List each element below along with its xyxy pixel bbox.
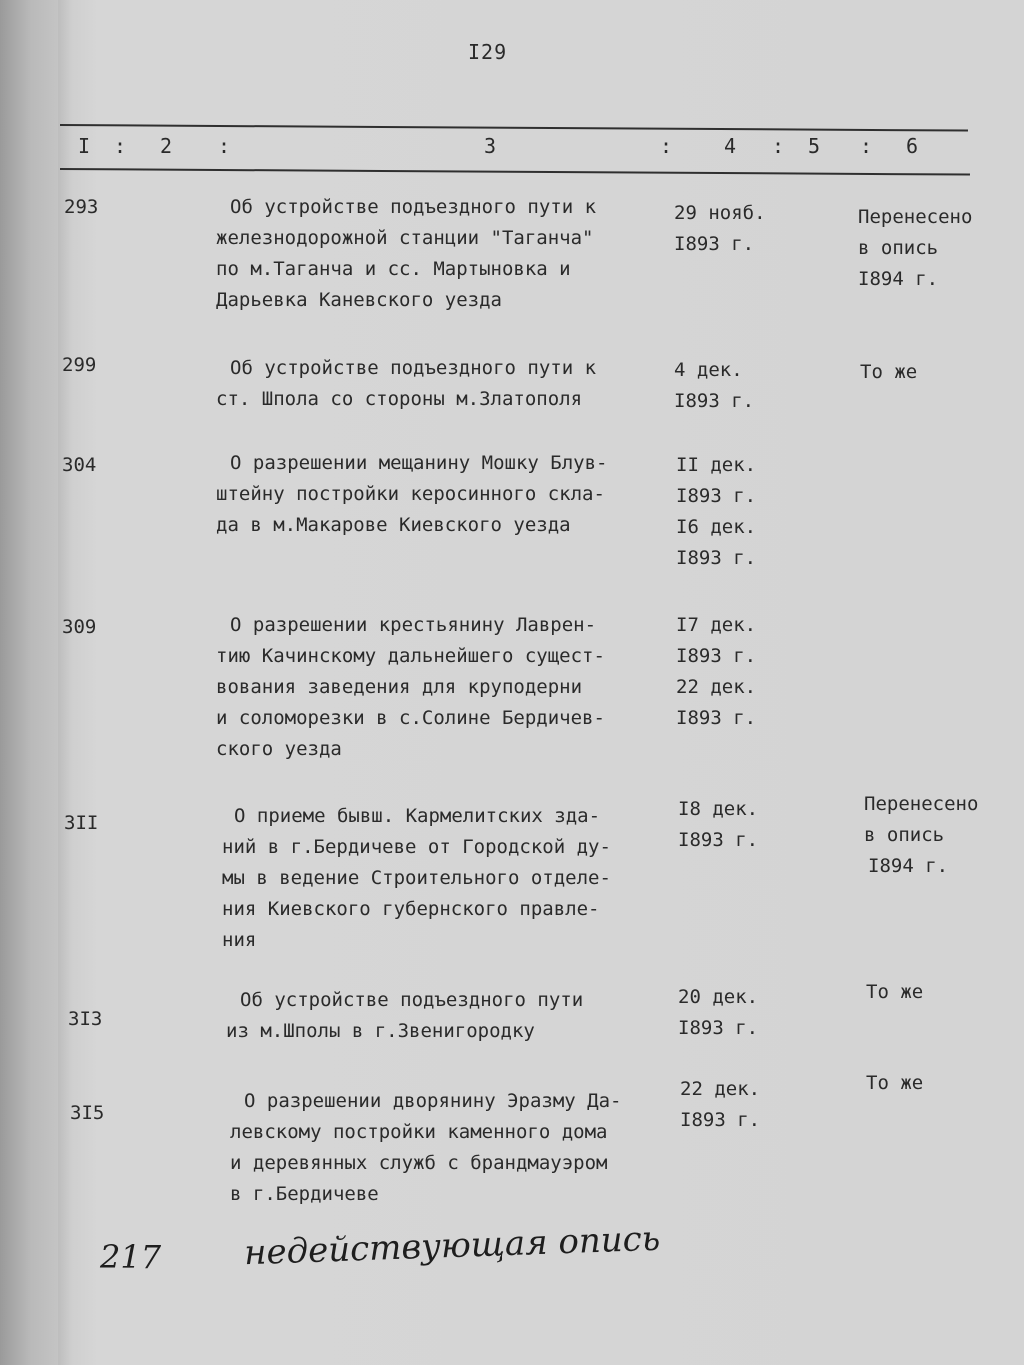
row-description-line: Об устройстве подъездного пути (240, 989, 584, 1011)
row-description-line: железнодорожной станции "Таганча" (216, 227, 594, 249)
row-description-line: да в м.Макарове Киевского уезда (216, 514, 571, 536)
header-separator: : (218, 134, 231, 158)
row-date-line: I893 г. (676, 485, 757, 507)
row-description-line: ского уезда (216, 738, 342, 760)
header-col-6: 6 (906, 134, 919, 158)
row-date-line: I893 г. (678, 1017, 759, 1039)
row-description-line: тию Качинскому дальнейшего сущест- (216, 645, 605, 667)
row-description-line: и деревянных служб с брандмауэром (230, 1152, 608, 1174)
row-number: 293 (64, 196, 99, 218)
handwritten-number: 217 (100, 1238, 162, 1276)
header-col-5: 5 (808, 134, 821, 158)
row-description-line: левскому постройки каменного дома (230, 1121, 608, 1143)
row-description-line: Об устройстве подъездного пути к (230, 357, 597, 379)
row-description-line: О разрешении крестьянину Лаврен- (230, 614, 597, 636)
row-note-line: в опись (858, 237, 939, 259)
row-number: 3II (64, 812, 99, 834)
handwritten-note: недействующая опись (243, 1218, 661, 1274)
row-note-line: I894 г. (868, 855, 949, 877)
row-date-line: I893 г. (676, 547, 757, 569)
row-note-line: Перенесено (858, 206, 973, 228)
row-note-line: То же (860, 361, 918, 383)
row-date-line: 22 дек. (680, 1078, 761, 1100)
row-date-line: II дек. (676, 454, 757, 476)
row-description-line: ст. Шпола со стороны м.Златополя (216, 388, 583, 410)
header-separator: : (660, 134, 673, 158)
row-date-line: I6 дек. (676, 516, 757, 538)
row-description-line: О разрешении мещанину Мошку Блув- (230, 452, 608, 474)
row-description-line: О разрешении дворянину Эразму Да- (244, 1090, 622, 1112)
row-number: 304 (62, 454, 97, 476)
row-date-line: I893 г. (676, 645, 757, 667)
row-date-line: 4 дек. (674, 359, 743, 381)
row-description-line: вования заведения для круподерни (216, 676, 583, 698)
row-date-line: I893 г. (678, 829, 759, 851)
row-date-line: I893 г. (674, 233, 755, 255)
row-date-line: I893 г. (674, 390, 755, 412)
row-description-line: Об устройстве подъездного пути к (230, 196, 597, 218)
row-number: 299 (62, 354, 97, 376)
row-note-line: Перенесено (864, 793, 979, 815)
row-number: 3I5 (70, 1102, 105, 1124)
header-col-2: 2 (160, 134, 173, 158)
row-description-line: ния (222, 929, 257, 951)
row-description-line: по м.Таганча и сс. Мартыновка и (216, 258, 571, 280)
row-note-line: в опись (864, 824, 945, 846)
row-description-line: ния Киевского губернского правле- (222, 898, 600, 920)
header-col-1: I (78, 134, 91, 158)
page-number: I29 (468, 40, 508, 64)
row-note-line: I894 г. (858, 268, 939, 290)
row-date-line: I893 г. (676, 707, 757, 729)
row-description-line: из м.Шполы в г.Звенигородку (226, 1020, 535, 1042)
header-col-3: 3 (484, 134, 497, 158)
row-description-line: Дарьевка Каневского уезда (216, 289, 502, 311)
row-date-line: I8 дек. (678, 798, 759, 820)
row-date-line: I893 г. (680, 1109, 761, 1131)
row-date-line: 22 дек. (676, 676, 757, 698)
row-description-line: в г.Бердичеве (230, 1183, 379, 1205)
header-separator: : (114, 134, 127, 158)
row-description-line: штейну постройки керосинного скла- (216, 483, 605, 505)
row-date-line: I7 дек. (676, 614, 757, 636)
row-number: 309 (62, 616, 97, 638)
header-col-4: 4 (724, 134, 737, 158)
header-separator: : (860, 134, 873, 158)
row-date-line: 20 дек. (678, 986, 759, 1008)
row-description-line: ний в г.Бердичеве от Городской ду- (222, 836, 611, 858)
row-note-line: То же (866, 981, 924, 1003)
row-description-line: и соломорезки в с.Солине Бердичев- (216, 707, 605, 729)
row-number: 3I3 (68, 1008, 103, 1030)
row-description-line: мы в ведение Строительного отделе- (222, 867, 611, 889)
row-description-line: О приеме бывш. Кармелитских зда- (234, 805, 601, 827)
binding-shadow (0, 0, 58, 1365)
header-separator: : (772, 134, 785, 158)
row-note-line: То же (866, 1072, 924, 1094)
row-date-line: 29 нояб. (674, 202, 766, 224)
